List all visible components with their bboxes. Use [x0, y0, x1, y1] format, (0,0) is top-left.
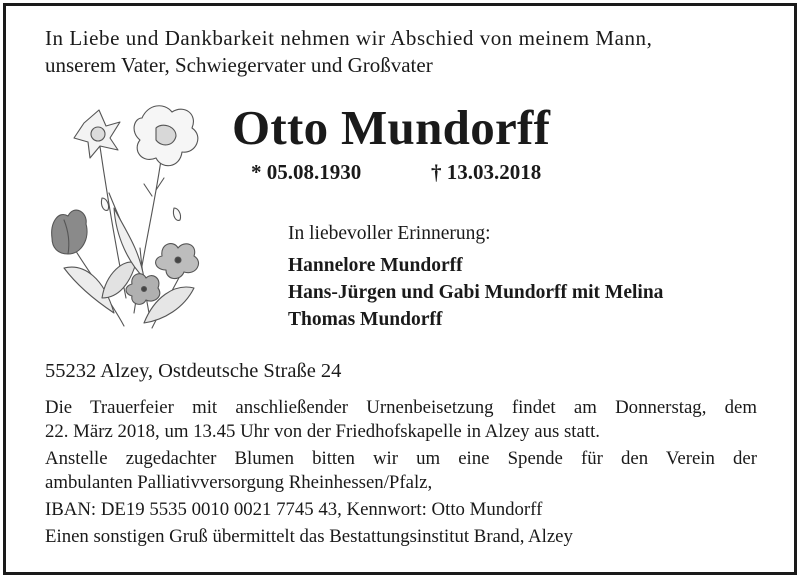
family-member: Hannelore Mundorff [288, 255, 463, 276]
tulip [52, 210, 87, 254]
flower-bouquet-illustration [44, 98, 219, 333]
violet-center [156, 244, 199, 279]
donation-line-1: Anstelle zugedachter Blumen bitten wir um eine Spende für den Verein der [45, 448, 757, 469]
intro-line-1: In Liebe und Dankbarkeit nehmen wir Abschied von meinem Mann, [45, 26, 653, 50]
bank-details: IBAN: DE19 5535 0010 0021 7745 43, Kennwort: Otto Mundorff [45, 499, 543, 520]
family-intro: In liebevoller Erinnerung: [288, 223, 491, 244]
family-member: Hans-Jürgen und Gabi Mundorff mit Melina [288, 282, 664, 303]
death-date: † 13.03.2018 [431, 160, 542, 184]
footer-line: Einen sonstigen Gruß übermittelt das Bestattungsinstitut Brand, Alzey [45, 526, 573, 547]
intro-line-2: unserem Vater, Schwiegervater und Großvater [45, 53, 433, 77]
family-member: Thomas Mundorff [288, 309, 443, 330]
daffodil-left [74, 110, 120, 158]
family-list [288, 252, 663, 333]
address: 55232 Alzey, Ostdeutsche Straße 24 [45, 360, 342, 382]
ceremony-line-2: 22. März 2018, um 13.45 Uhr von der Friedhofskapelle in Alzey aus statt. [45, 421, 600, 442]
birth-date: * 05.08.1930 [251, 160, 362, 184]
ceremony-line-1: Die Trauerfeier mit anschließender Urnenbeisetzung findet am Donnerstag, dem [45, 397, 757, 418]
violet-bottom [126, 274, 160, 305]
daffodil-right [134, 106, 198, 166]
intro-text [45, 25, 765, 79]
notice-body [45, 396, 757, 549]
donation-line-2: ambulanten Palliativversorgung Rheinhessen/Pfalz, [45, 472, 433, 493]
deceased-name: Otto Mundorff [232, 100, 551, 155]
